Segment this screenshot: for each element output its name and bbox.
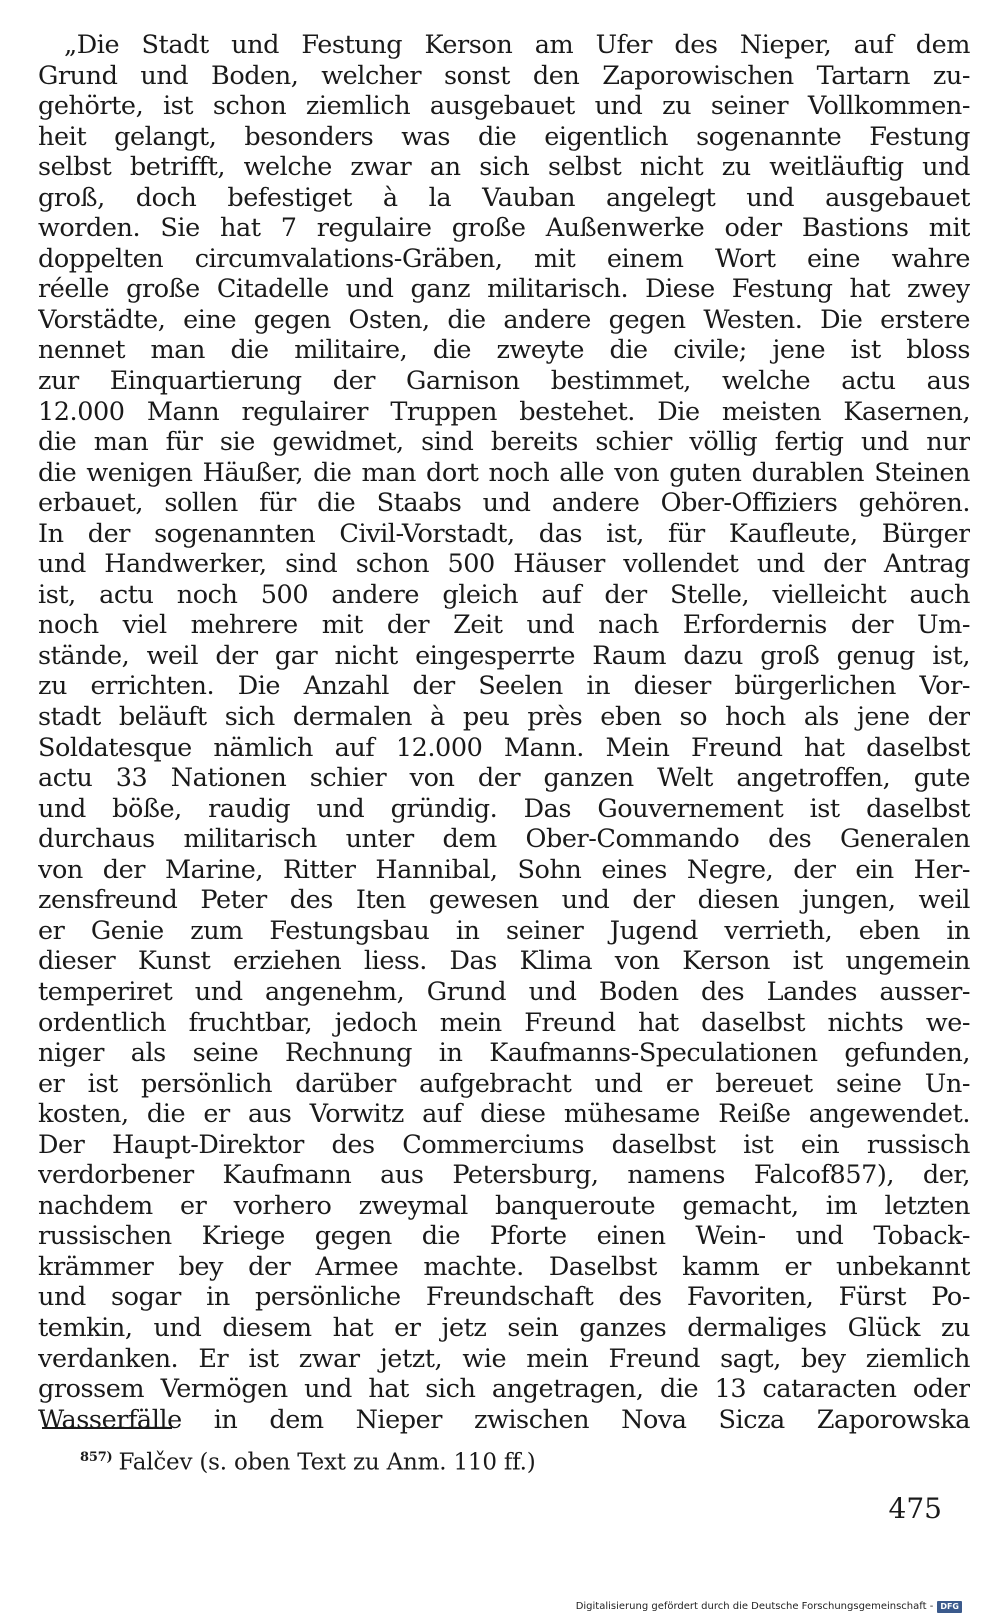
text-line: groß, doch befestiget à la Vauban angelegt und ausgebauet [38,182,970,213]
text-line: grossem Vermögen und hat sich angetragen, die 13 cataracten oder [38,1374,970,1405]
text-line: Vorstädte, eine gegen Osten, die andere gegen Westen. Die erstere [38,304,970,335]
text-line: In der sogenannten Civil-Vorstadt, das ist, für Kaufleute, Bürger [38,518,970,549]
body-text [38,30,970,1435]
text-line: doppelten circumvalations-Gräben, mit einem Wort eine wahre [38,243,970,274]
text-line: temperiret und angenehm, Grund und Boden des Landes ausser- [38,976,970,1007]
footnote-marker: 857) [80,1450,113,1465]
text-line: worden. Sie hat 7 regulaire große Außenwerke oder Bastions mit [38,213,970,244]
text-line: durchaus militarisch unter dem Ober-Commando des Generalen [38,824,970,855]
text-line: von der Marine, Ritter Hannibal, Sohn eines Negre, der ein Her- [38,854,970,885]
text-line: selbst betrifft, welche zwar an sich selbst nicht zu weitläuftig und [38,152,970,183]
text-line: verdanken. Er ist zwar jetzt, wie mein Freund sagt, bey ziemlich [38,1343,970,1374]
text-line: erbauet, sollen für die Staabs und andere Ober-Offiziers gehören. [38,488,970,519]
text-line: kosten, die er aus Vorwitz auf diese mühesame Reiße angewendet. [38,1099,970,1130]
text-line: ist, actu noch 500 andere gleich auf der Stelle, vielleicht auch [38,579,970,610]
text-line: temkin, und diesem hat er jetz sein ganzes dermaliges Glück zu [38,1312,970,1343]
text-line: nachdem er vorhero zweymal banqueroute gemacht, im letzten [38,1190,970,1221]
digitization-note-text: Digitalisierung gefördert durch die Deutsche Forschungsgemeinschaft - [575,1601,934,1612]
text-line: russischen Kriege gegen die Pforte einen Wein- und Toback- [38,1221,970,1252]
footnote-separator [42,1427,172,1429]
text-line: verdorbener Kaufmann aus Petersburg, namens Falcof857), der, [38,1160,970,1191]
text-line: und böße, raudig und gründig. Das Gouvernement ist daselbst [38,793,970,824]
text-line: Der Haupt-Direktor des Commerciums daselbst ist ein russisch [38,1129,970,1160]
text-line: niger als seine Rechnung in Kaufmanns-Speculationen gefunden, [38,1038,970,1069]
footnote [80,1443,536,1478]
text-line: zur Einquartierung der Garnison bestimmet, welche actu aus [38,366,970,397]
text-line: zensfreund Peter des Iten gewesen und der diesen jungen, weil [38,885,970,916]
text-line: er Genie zum Festungsbau in seiner Jugend verrieth, eben in [38,915,970,946]
text-line: und Handwerker, sind schon 500 Häuser vollendet und der Antrag [38,549,970,580]
text-line: nennet man die militaire, die zweyte die civile; jene ist bloss [38,335,970,366]
text-line: réelle große Citadelle und ganz militarisch. Diese Festung hat zwey [38,274,970,305]
text-line: ordentlich fruchtbar, jedoch mein Freund hat daselbst nichts we- [38,1007,970,1038]
text-line: stände, weil der gar nicht eingesperrte Raum dazu groß genug ist, [38,640,970,671]
text-line: Soldatesque nämlich auf 12.000 Mann. Mein Freund hat daselbst [38,732,970,763]
text-line: „Die Stadt und Festung Kerson am Ufer des Nieper, auf dem [64,30,970,60]
digitization-note [576,1600,962,1614]
text-line: die wenigen Häußer, die man dort noch alle von guten durablen Steinen [38,457,970,488]
text-line: Wasserfälle in dem Nieper zwischen Nova Sicza Zaporowska [38,1404,970,1435]
text-line: die man für sie gewidmet, sind bereits schier völlig fertig und nur [38,427,970,458]
text-line: noch viel mehrere mit der Zeit und nach Erfordernis der Um- [38,610,970,641]
text-line: heit gelangt, besonders was die eigentlich sogenannte Festung [38,121,970,152]
text-line: Grund und Boden, welcher sonst den Zaporowischen Tartarn zu- [38,60,970,91]
dfg-logo: DFG [937,1601,962,1613]
page-number: 475 [888,1492,942,1525]
text-line: gehörte, ist schon ziemlich ausgebauet und zu seiner Vollkommen- [38,91,970,122]
text-line: actu 33 Nationen schier von der ganzen Welt angetroffen, gute [38,763,970,794]
text-line: zu errichten. Die Anzahl der Seelen in dieser bürgerlichen Vor- [38,671,970,702]
text-line: krämmer bey der Armee machte. Daselbst kamm er unbekannt [38,1251,970,1282]
text-line: er ist persönlich darüber aufgebracht und er bereuet seine Un- [38,1068,970,1099]
text-line: 12.000 Mann regulairer Truppen bestehet. Die meisten Kasernen, [38,396,970,427]
text-line: und sogar in persönliche Freundschaft des Favoriten, Fürst Po- [38,1282,970,1313]
text-line: stadt beläuft sich dermalen à peu près eben so hoch als jene der [38,702,970,733]
text-line: dieser Kunst erziehen liess. Das Klima von Kerson ist ungemein [38,946,970,977]
footnote-text: Falčev (s. oben Text zu Anm. 110 ff.) [118,1449,536,1476]
